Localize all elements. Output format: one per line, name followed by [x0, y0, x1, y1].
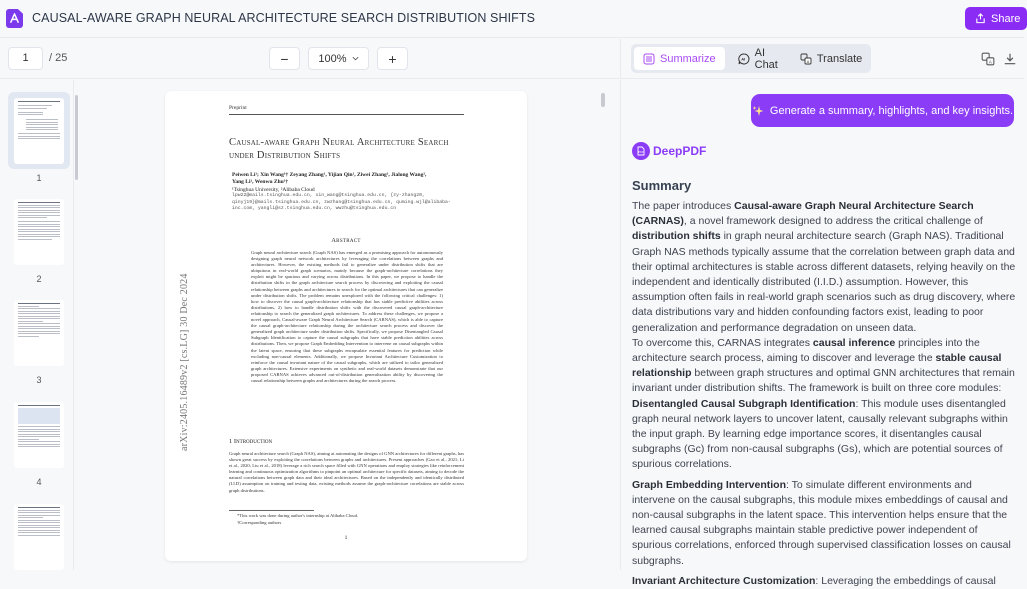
pdf-page-1	[165, 91, 527, 561]
pdf-viewer	[80, 80, 620, 570]
translate-icon[interactable]	[981, 52, 995, 66]
svg-text:AI: AI	[740, 56, 745, 62]
arxiv-stamp: arXiv:2405.16489v2 [cs.LG] 30 Dec 2024	[179, 273, 190, 451]
abstract-heading: Abstract	[331, 237, 361, 244]
tab-summarize-label: Summarize	[660, 52, 716, 65]
thumbnail-sidebar	[0, 80, 74, 570]
thumbnail-image	[14, 402, 64, 468]
page-number-input[interactable]: 1	[8, 47, 43, 70]
tab-summarize[interactable]	[634, 47, 725, 70]
viewer-scrollbar[interactable]	[601, 93, 605, 107]
thumbnail-page-number: 4	[36, 477, 42, 487]
chevron-down-icon	[352, 55, 359, 62]
pdf-paper-title: Causal-aware Graph Neural Architecture Search under Distribution Shifts	[229, 137, 449, 161]
thumbnail-image	[14, 199, 64, 265]
thumbnail-image	[14, 504, 64, 570]
plus-icon: +	[388, 50, 397, 67]
assistant-tabs	[631, 44, 871, 73]
svg-text:A: A	[988, 59, 992, 65]
assistant-toolbar	[620, 39, 1024, 79]
module-item: Graph Embedding Intervention: To simulate different environments and intervene on the causal subgraphs, this module mixes embeddings of causal and non-causal subgraphs in the latent space. This intervention helps ensure that the learned causal subgraphs maintain stable predictive power independent of spurious correlations, enforced through supervised classification losses on causal subgraphs.	[632, 478, 1011, 567]
pdf-app-icon	[6, 9, 23, 28]
minus-icon: −	[280, 50, 289, 67]
module-item: Disentangled Causal Subgraph Identification: This module uses disentangled graph neural network layers to uncover latent, causally relevant subgraphs within the input graph. By learning edge importance scores, it disentangles causal subgraphs (Gc) from non-causal subgraphs (Gs), which are potential sources of spurious correlations.	[632, 397, 1008, 471]
thumbnail-image	[14, 98, 64, 164]
pdf-authors: Peiwen Li¹; Xin Wang¹† Zeyang Zhang¹, Yijian Qin¹, Ziwei Zhang¹, Jialong Wang², Yang Li¹, Wenwu Zhu¹†	[232, 172, 427, 185]
deeppdf-brand	[632, 142, 706, 160]
page-total: / 25	[49, 52, 68, 64]
document-title: CAUSAL-AWARE GRAPH NEURAL ARCHITECTURE SEARCH DISTRIBUTION SHIFTS	[32, 11, 536, 25]
thumbnail-page-number: 3	[36, 375, 42, 385]
introduction-text: Graph neural architecture search (Graph NAS), aiming at automating the designs of GNN architectures for different graphs, has shown great success by exploiting the correlations between graphs and architectures. Present approaches (Gao et al., 2021; Li et al., 2020; Liu et al., 2018) leverage a rich search space filled with GNN operations and employ strategies like reinforcement learning and continuous optimization algorithms to pinpoint an optimal architecture for specific datasets, aiming to decode the natural correlations between graph data and their ideal architectures. Based on the independently and identically distributed (I.I.D) assumption on training and testing data, existing methods assume the graph-architecture correlations are stable across graph distributions.	[229, 451, 464, 493]
summary-panel	[620, 80, 1024, 587]
thumbnail-image	[14, 300, 64, 366]
share-label: Share	[991, 12, 1021, 25]
zoom-out-button[interactable]	[269, 47, 300, 70]
tab-ai-chat[interactable]	[729, 47, 787, 70]
pdf-page-number: 1	[344, 535, 348, 541]
tab-ai-chat-label: AI Chat	[754, 46, 778, 71]
thumbnail-page-number: 1	[36, 173, 42, 183]
pdf-affiliation: ¹Tsinghua University, ²Alibaba Cloud	[232, 187, 315, 193]
thumbnail-page-number: 2	[36, 274, 42, 284]
svg-text:A: A	[806, 58, 810, 64]
zoom-level-select[interactable]	[308, 47, 369, 70]
zoom-in-button[interactable]	[377, 47, 408, 70]
abstract-text: Graph neural architecture search (Graph NAS) has emerged as a promising approach for autonomously designing graph neural network architectures by leveraging the correlations between graphs and architectures. However, the existing methods fail to generalize under distribution shifts that are ubiquitous in real-world graph scenarios, mainly because the graph-architecture correlations they exploit might be spurious and varying across distributions. In this paper, we propose to handle the distribution shifts in the graph architecture search process by discovering and exploiting the causal relationship between graphs and architectures to search for the optimal architectures that can generalize under distribution shifts. The problem remains unexplored with the following critical challenges: 1) how to discover the causal graph-architecture relationship that has stable predictive abilities across distributions, 2) how to handle distribution shifts with the discovered causal graph-architecture relationship to search the generalized graph architectures. To address these challenges, we propose a novel approach, Causal-aware Graph Neural Architecture Search (CARNAS), which is able to capture the causal graph-architecture relationship during the architecture search process and discover the generalized graph architecture under distribution shifts. Specifically, we propose Disentangled Causal Subgraph Identification to capture the causal subgraphs that have stable prediction abilities across distributions. Then, we propose Graph Embedding Intervention to intervene on causal subgraphs within the latent space, ensuring that these subgraphs encapsulate essential features for prediction while excluding non-causal elements. Additionally, we propose Invariant Architecture Customization to reinforce the causal invariant nature of the causal subgraphs, which are utilized to tailor generalized graph architectures. Extensive experiments on synthetic and real-world datasets demonstrate that our proposed CARNAS achieves advanced out-of-distribution generalization ability by discovering the causal relationship between graphs and architectures during the search process.	[251, 250, 443, 383]
sparkle-icon	[752, 105, 764, 117]
translate-icon	[800, 53, 812, 65]
title-bar	[0, 0, 1024, 38]
summary-text	[632, 199, 1017, 589]
pdf-emails: lpw22@mails.tsinghua.edu.cn, xin_wang@tsinghua.edu.cn, {zy-zhang20, qinyj19}@mails.tsinghua.edu.cn, zwzhang@tsinghua.edu.cn, quming.wjl@alibaba-inc.com, yangli@sz.tsinghua.edu.cn, wwzhu@tsinghua.edu.cn	[232, 193, 451, 211]
summary-paragraph-2: To overcome this, CARNAS integrates causal inference principles into the architecture search process, aiming to discover and leverage the stable causal relationship between graph structures and optimal GNN architectures that remain invariant under distribution shifts. The framework is built on three core modules:	[632, 336, 1015, 395]
generate-summary-button[interactable]	[751, 94, 1014, 127]
share-button[interactable]	[965, 7, 1027, 30]
download-icon[interactable]	[1003, 52, 1017, 66]
module-item: Invariant Architecture Customization: Leveraging the embeddings of causal	[632, 574, 996, 587]
tab-translate[interactable]	[791, 47, 871, 70]
pdf-toolbar	[0, 39, 620, 79]
deeppdf-name: DeepPDF	[653, 144, 707, 158]
footnote: †Corresponding authors	[237, 520, 282, 525]
list-icon	[643, 53, 655, 65]
introduction-heading: 1 Introduction	[229, 438, 273, 445]
generate-summary-label: Generate a summary, highlights, and key insights.	[769, 104, 1014, 117]
svg-text:PDF: PDF	[638, 151, 644, 154]
deeppdf-logo-icon	[632, 142, 650, 160]
footnote: *This work was done during author's internship at Alibaba Cloud.	[237, 513, 359, 518]
tab-translate-label: Translate	[816, 52, 863, 65]
thumbnail-scrollbar[interactable]	[75, 95, 78, 180]
summary-paragraph-1: The paper introduces Causal-aware Graph Neural Architecture Search (CARNAS), a novel framework designed to address the critical challenge of distribution shifts in graph neural architecture search (Graph NAS). Traditional Graph NAS methods typically assume that the correlation between graph data and their optimal architectures is stable across different datasets, relying heavily on the independent and identically distributed (I.I.D.) assumption. However, this assumption often fails in real-world graph scenarios such as drug discovery, where data distributions vary and hidden confounding factors exist, leading to poor generalization and performance degradation on unseen data.	[632, 200, 1016, 334]
share-icon	[975, 13, 986, 24]
summary-heading: Summary	[632, 178, 692, 193]
ai-chat-icon	[738, 53, 750, 65]
zoom-level-value: 100%	[318, 52, 347, 65]
pdf-running-header: Preprint	[229, 105, 247, 111]
